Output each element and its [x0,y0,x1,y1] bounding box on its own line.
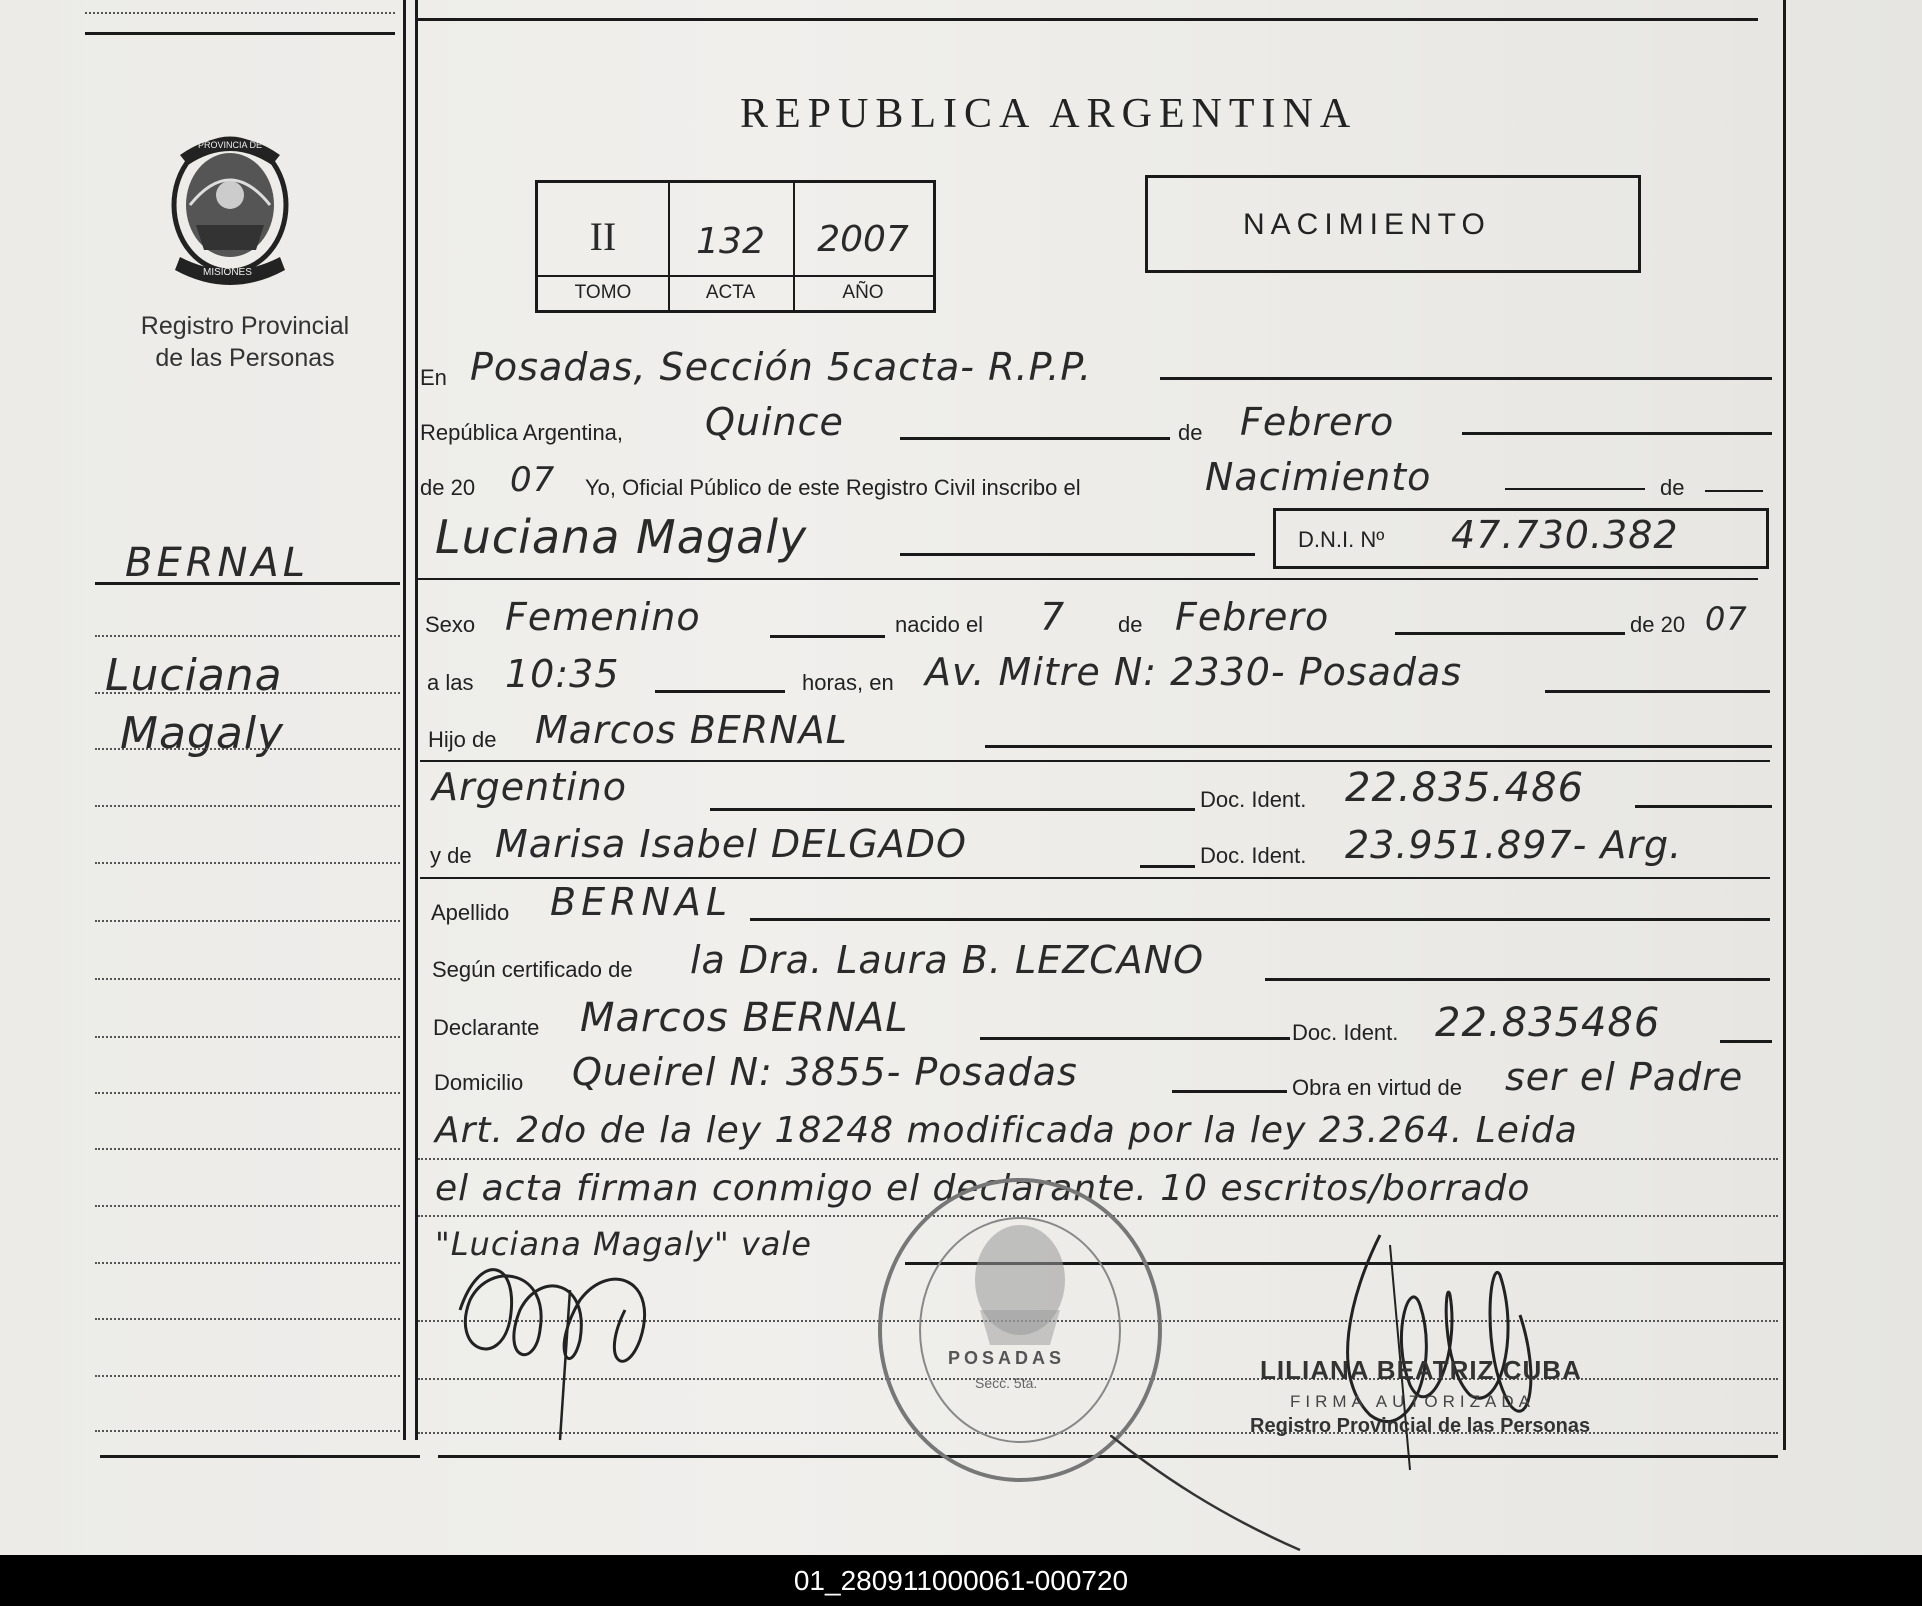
year-prefix-label: de 20 [420,475,476,500]
acta-label: ACTA [705,282,756,303]
sidebar-dotted-line [95,805,400,807]
organization-name [110,310,380,374]
official-name: LILIANA BEATRIZ CUBA [1260,1355,1582,1385]
sidebar-dotted-line [95,635,400,637]
form-rule [1140,865,1195,868]
birth-year-value: 07 [1705,600,1748,638]
emblem-top-text: PROVINCIA DE [198,140,263,150]
act-type-value: Nacimiento [1205,455,1432,499]
apellido-label: Apellido [431,900,510,925]
sidebar-dotted-line [95,1036,400,1038]
registry-table-divider [538,275,933,277]
sexo-label: Sexo [425,612,476,637]
father-name-value: Marcos BERNAL [535,708,848,752]
official-role: FIRMA AUTORIZADA [1290,1392,1535,1411]
top-rule-right [418,18,1758,21]
top-dotted-left [85,12,395,14]
file-id-bar [0,1555,1922,1606]
form-rule [1172,1090,1287,1093]
form-rule [1395,632,1625,635]
form-rule [1505,488,1645,490]
en-label: En [420,365,447,390]
domicilio-value: Queirel N: 3855- Posadas [572,1050,1078,1094]
alas-label: a las [427,670,474,695]
sidebar-dotted-line [95,1148,400,1150]
birth-month-value: Febrero [1175,595,1330,639]
mother-name-value: Marisa Isabel DELGADO [495,822,967,866]
page-title: REPUBLICA ARGENTINA [740,91,1358,137]
declarante-doc-value: 22.835486 [1435,1000,1661,1046]
form-rule [420,760,1770,762]
form-rule [655,690,785,693]
tomo-value: II [589,214,617,259]
form-rule [418,578,1758,580]
doc-ident-label-2: Doc. Ident. [1200,843,1307,868]
apellido-value: BERNAL [550,880,733,924]
org-line-2: de las Personas [155,344,335,372]
form-rule [900,553,1255,556]
form-rule [1720,1040,1772,1043]
sidebar-dotted-line [95,1318,400,1320]
de-label-2: de [1660,475,1685,500]
official-signature [1310,1215,1570,1485]
sidebar-given-name-1: Luciana [105,650,283,701]
form-rule [1705,490,1763,492]
hijo-label: Hijo de [428,727,497,752]
form-rule [1462,432,1772,435]
sexo-value: Femenino [505,595,701,639]
sidebar-divider-line [403,0,406,1440]
document-type-label: NACIMIENTO [1243,208,1491,241]
sidebar-dotted-line [95,1092,400,1094]
document-type-box [1145,175,1641,273]
registration-day-value: Quince [705,400,844,444]
yde-label: y de [430,843,472,868]
birth-day-value: 7 [1040,595,1066,639]
dni-box [1273,508,1769,569]
place-of-registration-value: Posadas, Sección 5cacta- R.P.P. [470,345,1093,389]
dni-value: 47.730.382 [1451,513,1679,557]
registry-table [535,180,936,313]
de-label: de [1178,420,1203,445]
sidebar-dotted-line [95,1375,400,1377]
notes-line-3: "Luciana Magaly" vale [435,1225,812,1263]
pen-stroke [1110,1435,1310,1555]
dni-label: D.N.I. Nº [1298,527,1385,552]
registration-month-value: Febrero [1240,400,1395,444]
de20-label: de 20 [1630,612,1686,637]
form-rule [710,808,1195,811]
segun-label: Según certificado de [432,957,633,982]
form-rule [1265,978,1770,981]
stamp-section: Secc. 5ta. [975,1375,1038,1391]
form-rule [980,1037,1290,1040]
right-border-line [1783,0,1786,1450]
obra-value: ser el Padre [1505,1055,1744,1099]
declarant-signature [440,1230,700,1450]
father-nationality-value: Argentino [432,765,627,809]
ano-label: AÑO [842,282,884,303]
doc-ident-label-3: Doc. Ident. [1292,1020,1399,1045]
birth-time-value: 10:35 [505,652,620,696]
sidebar-dotted-line [95,978,400,980]
form-rule [900,437,1170,440]
form-rule [985,745,1772,748]
file-id: 01_280911000061-000720 [793,1564,1129,1596]
sidebar-dotted-line [95,1430,400,1432]
father-doc-value: 22.835.486 [1345,765,1585,811]
form-dotted-line [418,1158,1778,1160]
official-org: Registro Provincial de las Personas [1250,1415,1591,1437]
form-rule [750,918,1770,921]
horas-label: horas, en [802,670,894,695]
republica-label: República Argentina, [420,420,624,445]
sidebar-dotted-line [95,748,400,750]
birth-place-value: Av. Mitre N: 2330- Posadas [925,650,1463,694]
sidebar-dotted-line [95,1262,400,1264]
sidebar-given-name-2: Magaly [120,708,285,759]
obra-label: Obra en virtud de [1292,1075,1462,1100]
certificate-doctor-value: la Dra. Laura B. LEZCANO [690,938,1205,982]
form-rule [420,877,1770,879]
sidebar-dotted-line [95,920,400,922]
sidebar-surname-rule [95,582,400,585]
domicilio-label: Domicilio [434,1070,524,1095]
emblem-bottom-text: MISIONES [203,267,252,278]
nacido-label: nacido el [895,612,984,637]
ano-value: 2007 [817,219,909,260]
mother-doc-value: 23.951.897- Arg. [1345,823,1683,867]
sidebar-dotted-line [95,862,400,864]
tomo-label: TOMO [574,282,632,303]
declarante-value: Marcos BERNAL [580,995,909,1041]
stamp-city: POSADAS [948,1348,1066,1368]
de-label-3: de [1118,612,1143,637]
sidebar-dotted-line [95,692,400,694]
inner-divider-line [415,0,418,1440]
sidebar-bottom-rule [100,1455,420,1458]
registered-person-name: Luciana Magaly [435,510,808,564]
form-rule [1545,690,1770,693]
form-rule [1635,805,1772,808]
declarante-label: Declarante [433,1015,540,1040]
form-rule [770,635,885,638]
acta-value: 132 [696,221,765,262]
registration-year-value: 07 [510,460,556,500]
notes-line-1: Art. 2do de la ley 18248 modificada por la ley 23.264. Leida [435,1110,1578,1151]
sidebar-surname: BERNAL [125,540,310,586]
org-line-1: Registro Provincial [140,312,350,340]
top-rule-left [85,32,395,35]
sidebar-dotted-line [95,1205,400,1207]
notes-line-2: el acta firman conmigo el declarante. 10 escritos/borrado [435,1168,1531,1209]
form-rule [1160,377,1772,380]
oficial-statement: Yo, Oficial Público de este Registro Civil inscribo el [585,475,1081,500]
doc-ident-label: Doc. Ident. [1200,787,1307,812]
